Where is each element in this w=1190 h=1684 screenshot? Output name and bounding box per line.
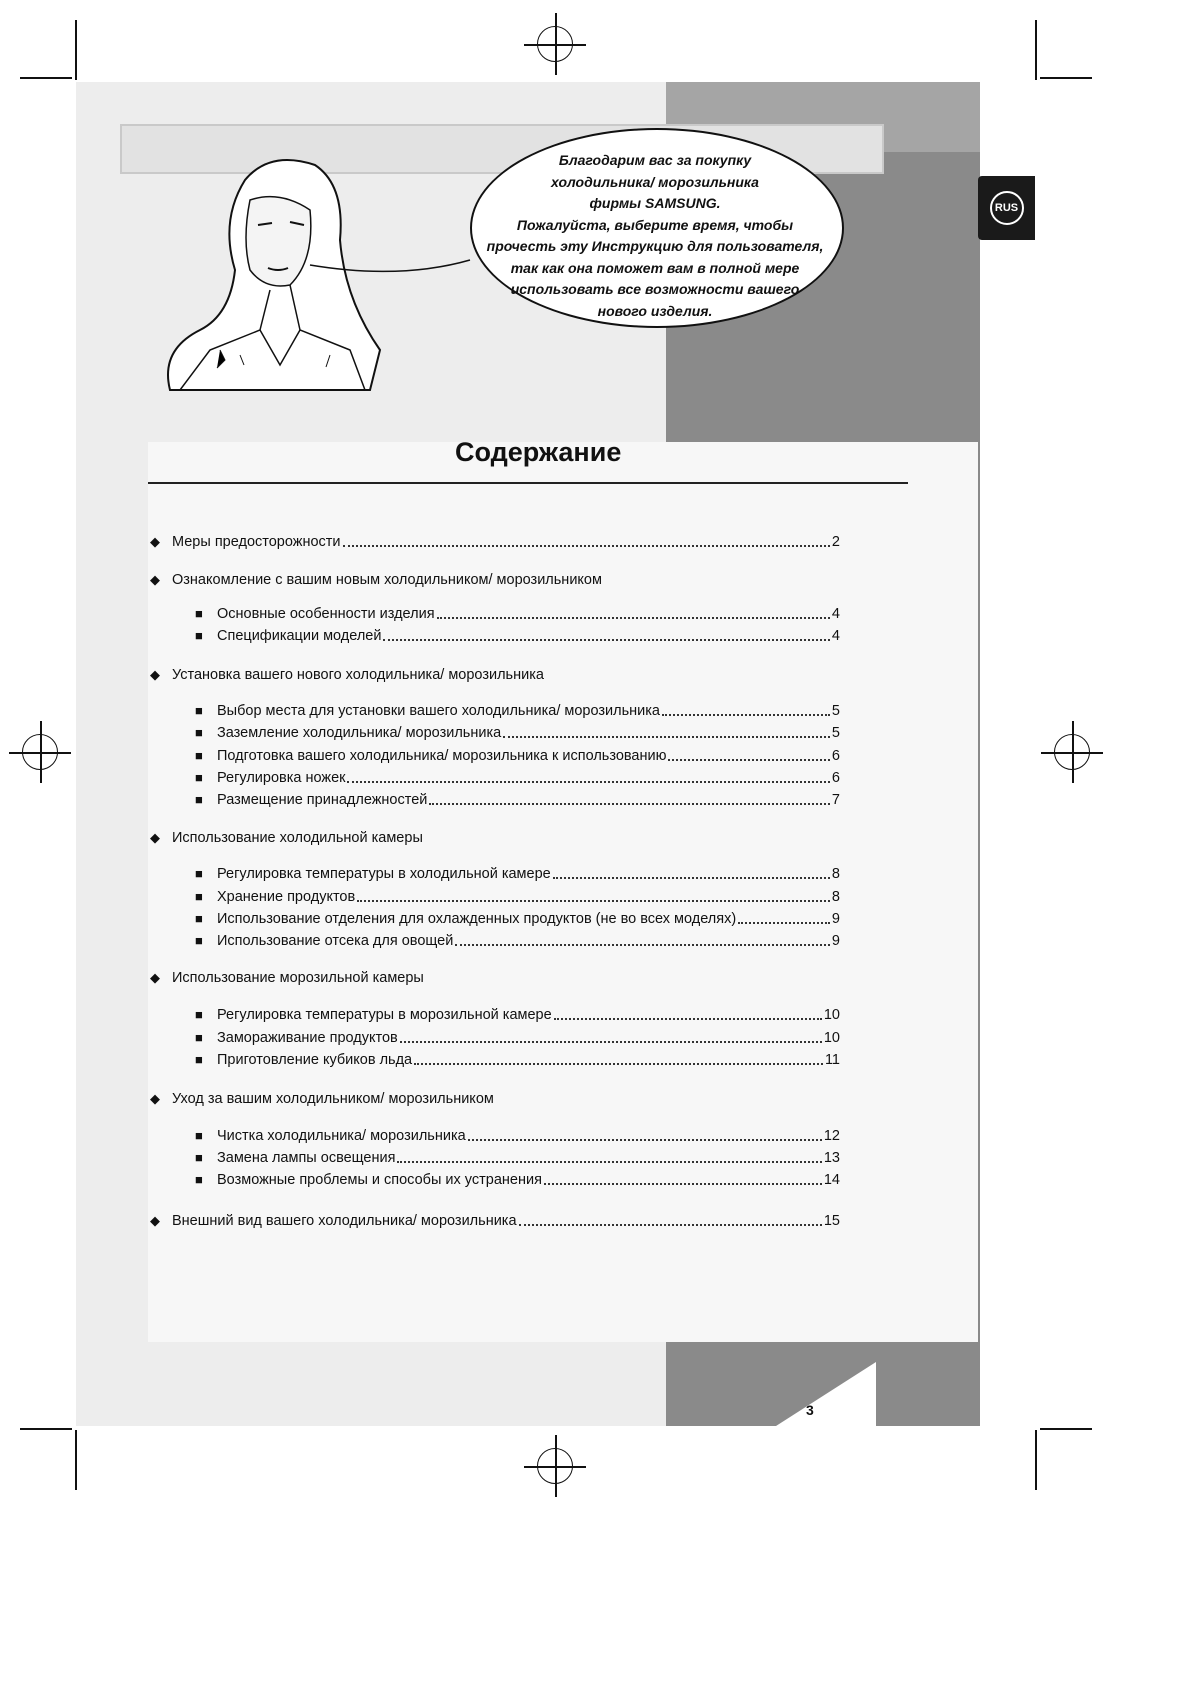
square-bullet-icon: ■ [195,792,203,807]
dot-leader [468,1139,822,1141]
registration-mark-icon [1054,734,1090,770]
toc-entry-label: Хранение продуктов [217,889,356,905]
square-bullet-icon: ■ [195,606,203,621]
crop-mark [1035,1430,1037,1490]
dot-leader [397,1161,821,1163]
toc-entry[interactable] [150,826,840,848]
toc-entry-page: 5 [831,725,840,741]
dot-leader [662,714,830,716]
bubble-line: фирмы SAMSUNG. [589,195,721,211]
diamond-bullet-icon: ◆ [150,572,160,587]
toc-entry-label: Выбор места для установки вашего холодильника/ морозильника [217,703,660,719]
toc-entry-label: Основные особенности изделия [217,606,435,622]
toc-entry-page: 9 [831,911,840,927]
toc-entry-label: Установка вашего нового холодильника/ морозильника [172,667,544,683]
toc-entry[interactable] [195,721,840,743]
diamond-bullet-icon: ◆ [150,830,160,845]
toc-entry[interactable] [195,1048,840,1070]
toc-entry-label: Приготовление кубиков льда [217,1052,413,1068]
toc-entry[interactable] [150,966,840,988]
toc-entry-label: Использование морозильной камеры [172,970,424,986]
toc-entry[interactable] [150,663,840,685]
toc-entry[interactable] [195,788,840,810]
toc-entry-label: Спецификации моделей [217,628,382,644]
toc-entry-label: Использование холодильной камеры [172,830,423,846]
divider [148,482,908,484]
dot-leader [554,1018,822,1020]
dot-leader [400,1041,822,1043]
toc-entry[interactable] [195,744,840,766]
toc-entry[interactable] [195,1026,840,1048]
toc-entry-page: 14 [823,1172,840,1188]
page-number: 3 [806,1402,814,1418]
toc-entry-page: 9 [831,933,840,949]
toc-entry-page: 4 [831,628,840,644]
toc-entry[interactable] [150,1209,840,1231]
toc-entry-page: 13 [823,1150,840,1166]
toc-entry-page: 10 [823,1030,840,1046]
woman-illustration [150,150,480,400]
toc-entry-label: Внешний вид вашего холодильника/ морозильника [172,1213,517,1229]
toc-entry-label: Возможные проблемы и способы их устранения [217,1172,542,1188]
dot-leader [343,545,830,547]
toc-entry-page: 6 [831,748,840,764]
square-bullet-icon: ■ [195,725,203,740]
square-bullet-icon: ■ [195,866,203,881]
toc-entry[interactable] [150,1087,840,1109]
toc-entry[interactable] [195,766,840,788]
dot-leader [414,1063,823,1065]
square-bullet-icon: ■ [195,628,203,643]
toc-entry[interactable] [195,1124,840,1146]
crop-mark [1040,77,1092,79]
crop-mark [75,20,77,80]
toc-entry-label: Меры предосторожности [172,534,341,550]
diamond-bullet-icon: ◆ [150,1213,160,1228]
dot-leader [738,922,830,924]
page-corner [776,1362,876,1426]
toc-entry-label: Ознакомление с вашим новым холодильником/ морозильником [172,572,602,588]
crop-mark [75,1430,77,1490]
toc-entry-page: 2 [831,534,840,550]
toc-entry-page: 15 [823,1213,840,1229]
toc-entry-page: 4 [831,606,840,622]
toc-entry-label: Использование отсека для овощей [217,933,454,949]
toc-entry[interactable] [195,1003,840,1025]
toc-entry[interactable] [195,907,840,929]
square-bullet-icon: ■ [195,748,203,763]
toc-entry[interactable] [195,862,840,884]
diamond-bullet-icon: ◆ [150,534,160,549]
dot-leader [455,944,830,946]
diamond-bullet-icon: ◆ [150,1091,160,1106]
toc-entry-label: Использование отделения для охлажденных продуктов (не во всех моделях) [217,911,737,927]
square-bullet-icon: ■ [195,703,203,718]
toc-entry-label: Регулировка ножек [217,770,346,786]
bubble-line: Благодарим вас за покупку [558,152,752,168]
square-bullet-icon: ■ [195,770,203,785]
bubble-line: нового изделия. [597,302,713,319]
toc-entry-page: 11 [824,1052,840,1068]
crop-mark [1040,1428,1092,1430]
diamond-bullet-icon: ◆ [150,970,160,985]
language-tab [978,176,1035,240]
bubble-line: прочесть эту Инструкцию для пользователя, [486,238,824,254]
bubble-line: так как она поможет вам в полной мере [510,259,800,276]
diamond-bullet-icon: ◆ [150,667,160,682]
registration-mark-icon [537,26,573,62]
toc-entry-label: Подготовка вашего холодильника/ морозильника к использованию [217,748,667,764]
crop-mark [20,77,72,79]
toc-entry-page: 7 [831,792,840,808]
dot-leader [668,759,829,761]
toc-entry[interactable] [195,624,840,646]
toc-entry-label: Размещение принадлежностей [217,792,428,808]
square-bullet-icon: ■ [195,1052,203,1067]
dot-leader [383,639,829,641]
language-tab-label: RUS [990,191,1024,225]
toc-entry-page: 10 [823,1007,840,1023]
toc-entry-page: 8 [831,889,840,905]
dot-leader [519,1224,822,1226]
toc-entry[interactable] [150,530,840,552]
crop-mark [20,1428,72,1430]
dot-leader [437,617,830,619]
toc-entry[interactable] [195,1168,840,1190]
square-bullet-icon: ■ [195,1150,203,1165]
square-bullet-icon: ■ [195,1030,203,1045]
toc-entry[interactable] [150,568,840,590]
toc-entry-label: Замораживание продуктов [217,1030,398,1046]
bubble-line: Пожалуйста, выберите время, чтобы [516,216,794,233]
dot-leader [544,1183,822,1185]
square-bullet-icon: ■ [195,911,203,926]
toc-entry-page: 6 [831,770,840,786]
dot-leader [553,877,830,879]
dot-leader [503,736,830,738]
toc-entry-label: Чистка холодильника/ морозильника [217,1128,466,1144]
toc-entry[interactable] [195,885,840,907]
toc-entry-page: 12 [823,1128,840,1144]
toc-entry-label: Заземление холодильника/ морозильника [217,725,502,741]
registration-mark-icon [22,734,58,770]
square-bullet-icon: ■ [195,1128,203,1143]
toc-entry-label: Замена лампы освещения [217,1150,396,1166]
square-bullet-icon: ■ [195,1172,203,1187]
dot-leader [429,803,830,805]
toc-entry[interactable] [195,699,840,721]
toc-entry-label: Регулировка температуры в холодильной камере [217,866,551,882]
dot-leader [357,900,830,902]
crop-mark [1035,20,1037,80]
registration-mark-icon [537,1448,573,1484]
toc-title: Содержание [455,437,622,467]
toc-entry-page: 5 [831,703,840,719]
toc-entry-label: Регулировка температуры в морозильной камере [217,1007,552,1023]
bubble-line: холодильника/ морозильника [551,173,759,190]
toc-entry-page: 8 [831,866,840,882]
toc-entry[interactable] [195,929,840,951]
bubble-line: использовать все возможности вашего [510,281,800,297]
speech-bubble-text [470,150,840,322]
square-bullet-icon: ■ [195,933,203,948]
square-bullet-icon: ■ [195,889,203,904]
dot-leader [347,781,829,783]
toc-entry[interactable] [195,602,840,624]
toc-entry-label: Уход за вашим холодильником/ морозильником [172,1091,494,1107]
square-bullet-icon: ■ [195,1007,203,1022]
toc-entry[interactable] [195,1146,840,1168]
